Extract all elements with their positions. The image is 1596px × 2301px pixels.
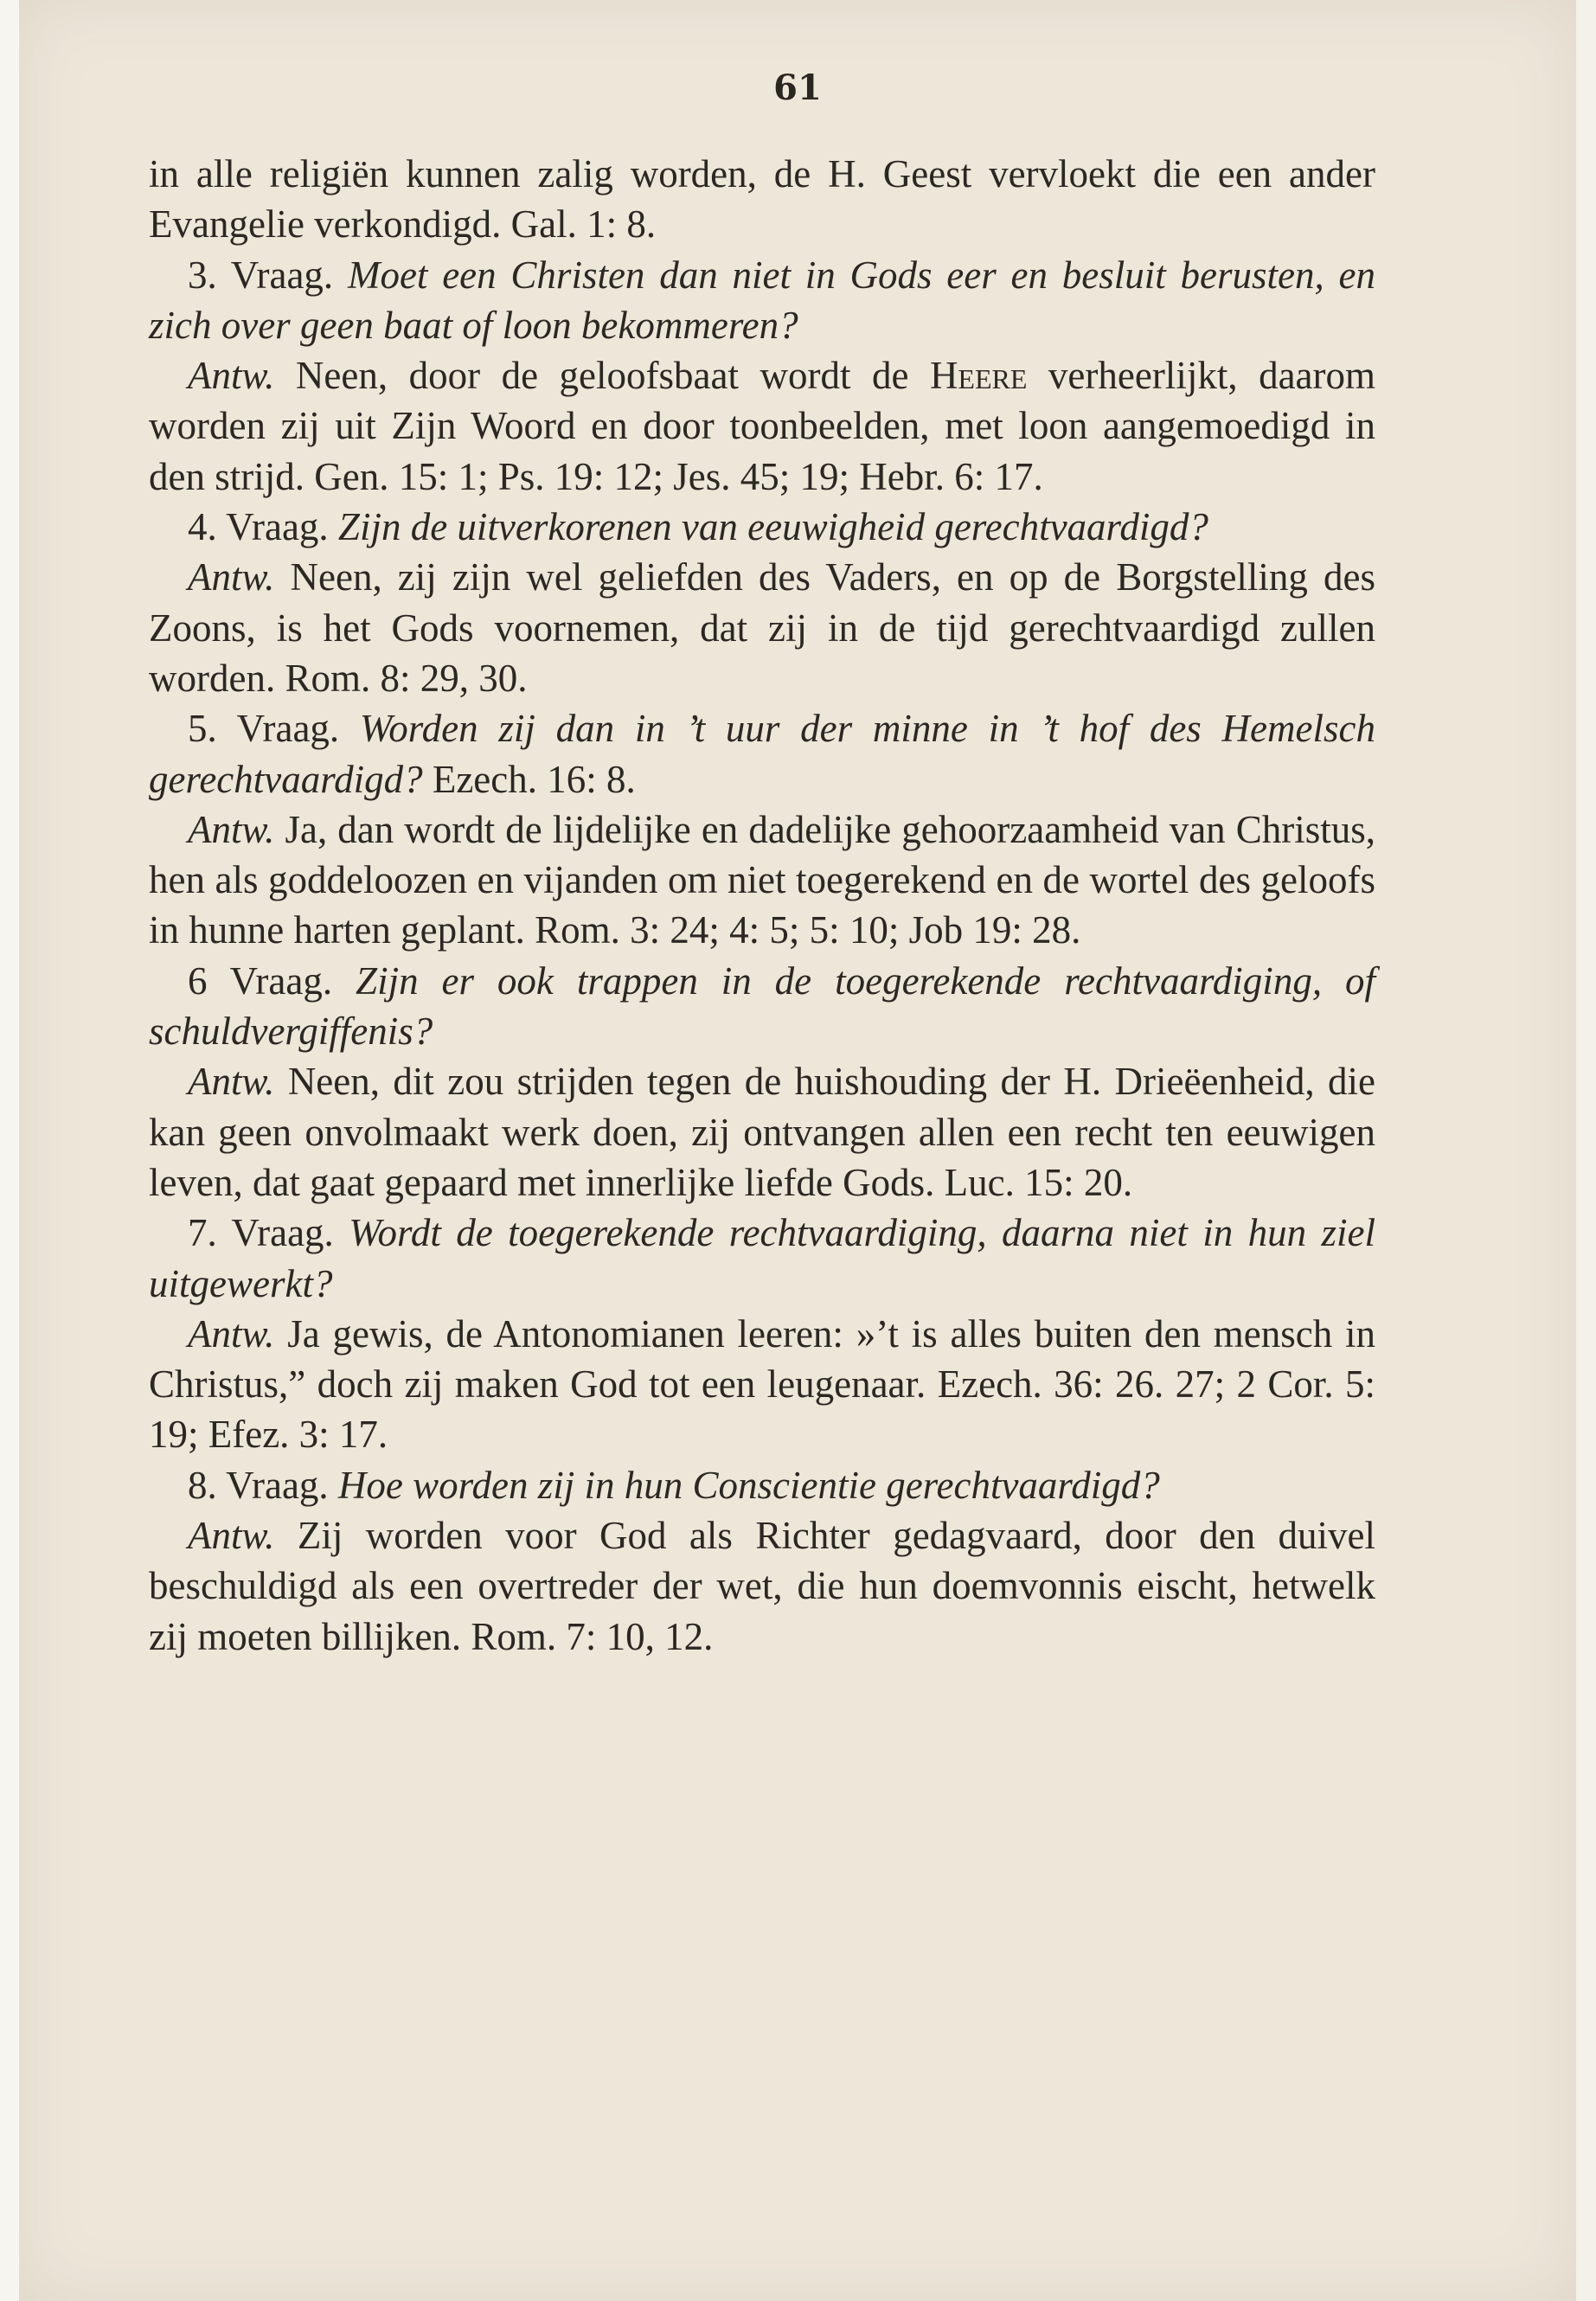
question-7-text: Wordt de toegerekende rechtvaardiging, daarna niet in hun ziel uitgewerkt?	[149, 1211, 1376, 1305]
answer-3	[149, 350, 1375, 502]
answer-7-label: Antw.	[188, 1311, 275, 1356]
page-text	[149, 149, 1375, 1662]
answer-6-text: Neen, dit zou strijden tegen de huishouding der H. Drieëenheid, die kan geen onvolmaakt werk doen, zij ontvangen allen een recht ten eeuwigen leven, dat gaat gepaard met innerlijke liefde Gods. Luc. 15: 20.	[149, 1060, 1376, 1204]
answer-7-text: Ja gewis, de Antonomianen leeren: »’t is alles buiten den mensch in Christus,” doch zij maken God tot een leugenaar. Ezech. 36: 26. 27; 2 Cor. 5: 19; Efez. 3: 17.	[149, 1311, 1376, 1457]
answer-3-heere: Heere	[929, 354, 1028, 398]
question-6	[149, 956, 1375, 1057]
answer-5-text: Ja, dan wordt de lijdelijke en dadelijke gehoorzaamheid van Christus, hen als goddeloozen en vijanden om niet toegerekend en de wortel des geloofs in hunne harten geplant. Rom. 3: 24; 4: 5; 5: 10; Job 19: 28.	[149, 807, 1375, 952]
answer-5-label: Antw.	[188, 807, 275, 851]
question-7	[149, 1208, 1375, 1309]
answer-6	[149, 1056, 1375, 1208]
question-6-number: 6 Vraag.	[188, 958, 333, 1003]
answer-7	[149, 1309, 1375, 1460]
answer-4-label: Antw.	[188, 555, 275, 599]
question-4-text: Zijn de uitverkorenen van eeuwigheid gerechtvaardigd?	[337, 505, 1208, 549]
question-3-number: 3. Vraag.	[188, 253, 334, 297]
question-8-text: Hoe worden zij in hun Conscientie gerechtvaardigd?	[337, 1463, 1160, 1507]
answer-8-text: Zij worden voor God als Richter gedagvaard, door den duivel beschuldigd als een overtreder der wet, die hun doemvonnis eischt, hetwelk zij moeten billijken. Rom. 7: 10, 12.	[149, 1514, 1376, 1658]
page-number: 61	[773, 67, 822, 108]
answer-4	[149, 552, 1375, 703]
page-left-edge	[0, 0, 19, 2301]
answer-4-text: Neen, zij zijn wel geliefden des Vaders, en op de Borgstelling des Zoons, is het Gods voornemen, dat zij in de tijd gerechtvaardigd zullen worden. Rom. 8: 29, 30.	[149, 555, 1375, 700]
question-8	[149, 1460, 1375, 1510]
question-4	[149, 502, 1375, 552]
question-3	[149, 250, 1375, 351]
answer-8	[149, 1510, 1375, 1662]
answer-6-label: Antw.	[188, 1060, 275, 1104]
question-3-text: Moet een Christen dan niet in Gods eer en besluit berusten, en zich over geen baat of loon bekommeren?	[149, 253, 1375, 347]
answer-3-text-post: verheerlijkt, daarom worden zij uit Zijn Woord en door toonbeelden, met loon aangemoedigd in den strijd. Gen. 15: 1; Ps. 19: 12; Jes. 45; 19; Hebr. 6: 17.	[149, 354, 1376, 498]
question-7-number: 7. Vraag.	[188, 1211, 334, 1255]
question-5-number: 5. Vraag.	[188, 707, 340, 751]
question-5	[149, 703, 1375, 804]
question-5-ref: Ezech. 16: 8.	[432, 757, 636, 801]
answer-8-label: Antw.	[188, 1514, 275, 1558]
answer-5	[149, 804, 1375, 956]
question-8-number: 8. Vraag.	[188, 1463, 329, 1507]
book-page	[19, 0, 1576, 2301]
question-5-text: Worden zij dan in ’t uur der minne in ’t hof des Hemelsch gerechtvaardigd?	[149, 707, 1375, 801]
page-right-edge	[1576, 0, 1596, 2301]
question-6-text: Zijn er ook trappen in de toegerekende rechtvaardiging, of schuldvergiffenis?	[149, 958, 1375, 1054]
answer-3-text-pre: Neen, door de geloofsbaat wordt de	[295, 354, 909, 398]
paragraph-continuation: in alle religiën kunnen zalig worden, de H. Geest vervloekt die een ander Evangelie verkondigd. Gal. 1: 8.	[149, 152, 1375, 247]
answer-3-label: Antw.	[188, 354, 275, 398]
question-4-number: 4. Vraag.	[188, 505, 329, 549]
